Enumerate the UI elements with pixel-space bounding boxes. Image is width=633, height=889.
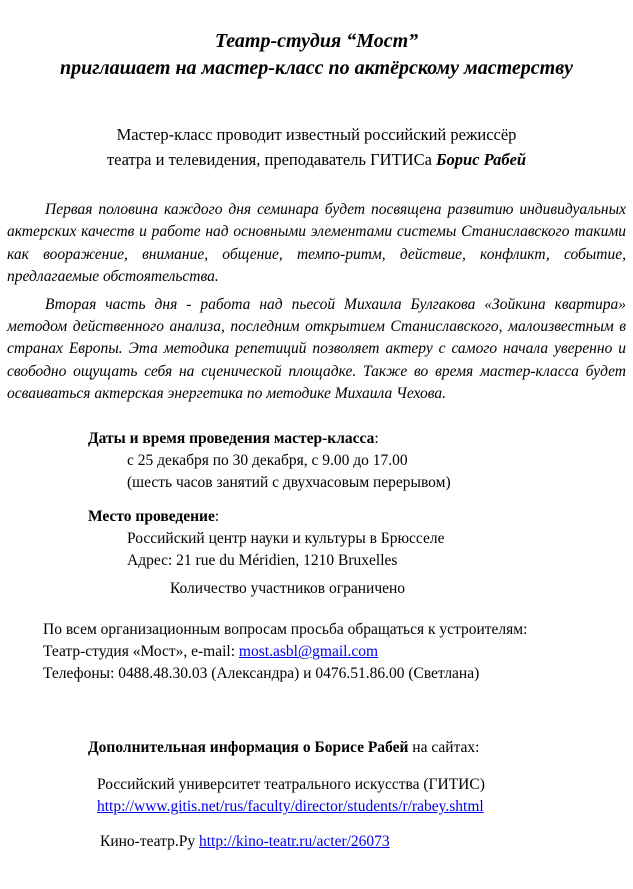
- contact-line-2-prefix: Театр-студия «Мост», e-mail:: [43, 643, 239, 661]
- subtitle-line-2-regular: театра и телевидения, преподаватель ГИТИСа: [106, 150, 437, 169]
- gitis-site-name: Российский университет театрального искусства (ГИТИС): [97, 775, 485, 793]
- venue-section: [0, 506, 633, 573]
- email-link[interactable]: most.asbl@gmail.com: [238, 643, 379, 661]
- venue-heading-text: Место проведение: [88, 507, 215, 525]
- dates-heading-colon: :: [374, 429, 379, 447]
- paragraph-seminar-morning: Первая половина каждого дня семинара будет посвящена развитию индивидуальных актерских качеств и работе над основными элементами системы Станиславского такими как вооражение, внимание, общение, темпо-ритм, действие, конфликт, событие, предлагаемые обстоятельства.: [7, 201, 626, 286]
- more-info-heading-bold: Дополнительная информация о Борисе Рабей: [88, 738, 409, 756]
- venue-line-2: Адрес: 21 rue du Méridien, 1210 Bruxelles: [127, 552, 398, 570]
- participants-note: Количество участников ограничено: [169, 580, 406, 598]
- kino-teatr-block: [100, 831, 633, 853]
- kino-teatr-link[interactable]: http://kino-teatr.ru/acter/26073: [199, 832, 390, 850]
- subtitle-line-1: Мастер-класс проводит известный российский режиссёр: [116, 125, 517, 144]
- title-line-1: Театр-студия “Мост”: [214, 30, 419, 52]
- dates-heading: [88, 428, 633, 450]
- contact-section: [43, 619, 633, 686]
- gitis-site-block: [97, 774, 633, 819]
- title-line-2: приглашает на мастер-класс по актёрскому мастерству: [59, 57, 574, 79]
- gitis-site-link-line: [97, 796, 633, 818]
- dates-line-2: (шесть часов занятий с двухчасовым перерывом): [127, 474, 451, 492]
- contact-line-2: [43, 641, 633, 663]
- contact-line-1: По всем организационным вопросам просьба обращаться к устроителям:: [43, 620, 528, 638]
- dates-line-1: с 25 декабря по 30 декабря, с 9.00 до 17.00: [127, 451, 408, 469]
- subtitle-line-2: [0, 147, 633, 172]
- document-subtitle: [0, 122, 633, 172]
- document-title: [0, 28, 633, 82]
- venue-line-1: Российский центр науки и культуры в Брюсселе: [127, 529, 445, 547]
- teacher-name: Борис Рабей: [436, 150, 527, 169]
- dates-section: [0, 428, 633, 495]
- dates-heading-text: Даты и время проведения мастер-класса: [88, 429, 375, 447]
- more-info-heading: [88, 737, 633, 759]
- kino-teatr-prefix: Кино-театр.Ру: [100, 832, 199, 850]
- venue-heading: [88, 506, 633, 528]
- paragraph-seminar-afternoon: Вторая часть дня - работа над пьесой Михаила Булгакова «Зойкина квартира» методом действенного анализа, последним открытием Станиславского, малоизвестным в странах Европы. Эта методика репетиций позволяет актеру с самого начала уверенно и свободно ощущать себя на сценической площадке. Также во время мастер-класса будет осваиваться актерская энергетика по методике Михаила Чехова.: [7, 295, 626, 403]
- more-info-heading-regular: на сайтах:: [408, 738, 480, 756]
- contact-line-3: Телефоны: 0488.48.30.03 (Александра) и 0476.51.86.00 (Светлана): [43, 665, 480, 683]
- venue-heading-colon: :: [214, 507, 220, 525]
- gitis-link[interactable]: http://www.gitis.net/rus/faculty/director/students/r/rabey.shtml: [97, 798, 484, 816]
